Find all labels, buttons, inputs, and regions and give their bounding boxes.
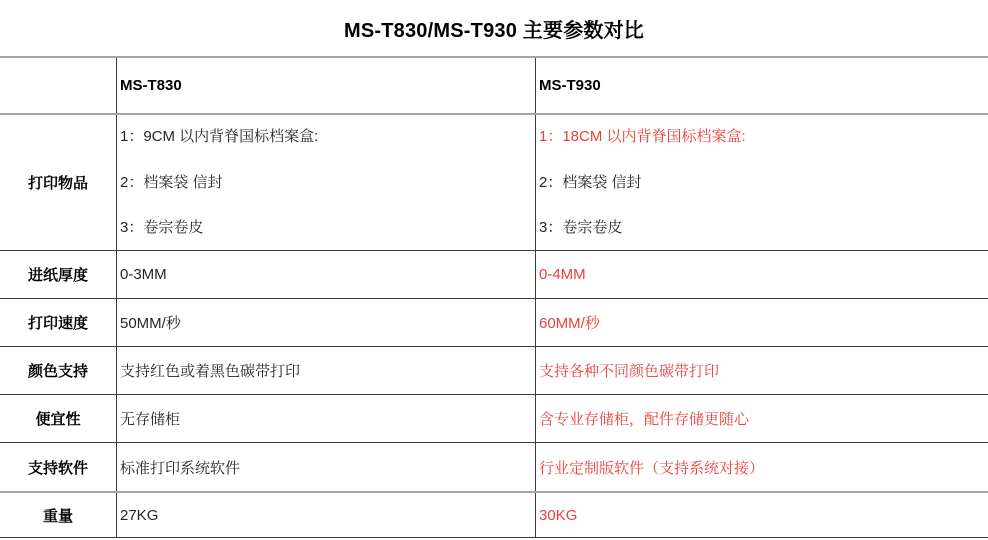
- table-row-convenience: [0, 395, 988, 443]
- row-label-print-items: 打印物品: [27, 175, 88, 192]
- t930-weight: 30KG: [535, 493, 988, 537]
- table-row-print-speed: [0, 299, 988, 347]
- t830-convenience: 无存储柜: [116, 395, 535, 442]
- t930-convenience: 含专业存储柜，配件存储更随心: [535, 395, 988, 442]
- t830-paper-thickness: 0-3MM: [116, 251, 535, 298]
- t930-print-item-2: 2：档案袋 信封: [539, 173, 642, 191]
- t930-print-item-1: 1：18CM 以内背脊国标档案盒:: [539, 128, 746, 145]
- t930-software: 行业定制版软件（支持系统对接）: [535, 443, 988, 491]
- row-label-color-support: 颜色支持: [27, 363, 88, 380]
- page-title: MS-T830/MS-T930 主要参数对比: [343, 19, 644, 42]
- t830-print-items-cell: [116, 115, 535, 250]
- header-ms-t930: MS-T930: [535, 58, 988, 113]
- header-ms-t830: MS-T830: [116, 58, 535, 113]
- row-label-weight: 重量: [42, 507, 73, 525]
- t830-print-speed: 50MM/秒: [116, 299, 535, 346]
- t830-print-item-1: 1：9CM 以内背脊国标档案盒:: [120, 128, 319, 145]
- table-row-print-items: [0, 115, 988, 251]
- page-title-bar: [0, 0, 988, 58]
- row-label-paper-thickness: 进纸厚度: [27, 267, 88, 284]
- t830-print-item-3: 3：卷宗卷皮: [120, 219, 204, 236]
- t830-color-support: 支持红色或着黑色碳带打印: [116, 347, 535, 394]
- table-row-color-support: [0, 347, 988, 395]
- t830-print-item-2: 2：档案袋 信封: [120, 173, 223, 191]
- t930-print-speed: 60MM/秒: [535, 299, 988, 346]
- row-label-convenience: 便宜性: [35, 411, 81, 428]
- t930-paper-thickness: 0-4MM: [535, 251, 988, 298]
- t930-color-support: 支持各种不同颜色碳带打印: [535, 347, 988, 394]
- table-header-row: [0, 58, 988, 115]
- t930-print-item-3: 3：卷宗卷皮: [539, 219, 623, 236]
- comparison-table: [0, 58, 988, 538]
- header-empty-cell: [0, 58, 116, 113]
- t830-weight: 27KG: [116, 493, 535, 537]
- row-label-software: 支持软件: [27, 459, 88, 477]
- t830-software: 标准打印系统软件: [116, 443, 535, 491]
- table-row-paper-thickness: [0, 251, 988, 299]
- table-row-software: [0, 443, 988, 493]
- table-row-weight: [0, 493, 988, 538]
- t930-print-items-cell: [535, 115, 988, 250]
- row-label-print-speed: 打印速度: [27, 315, 88, 332]
